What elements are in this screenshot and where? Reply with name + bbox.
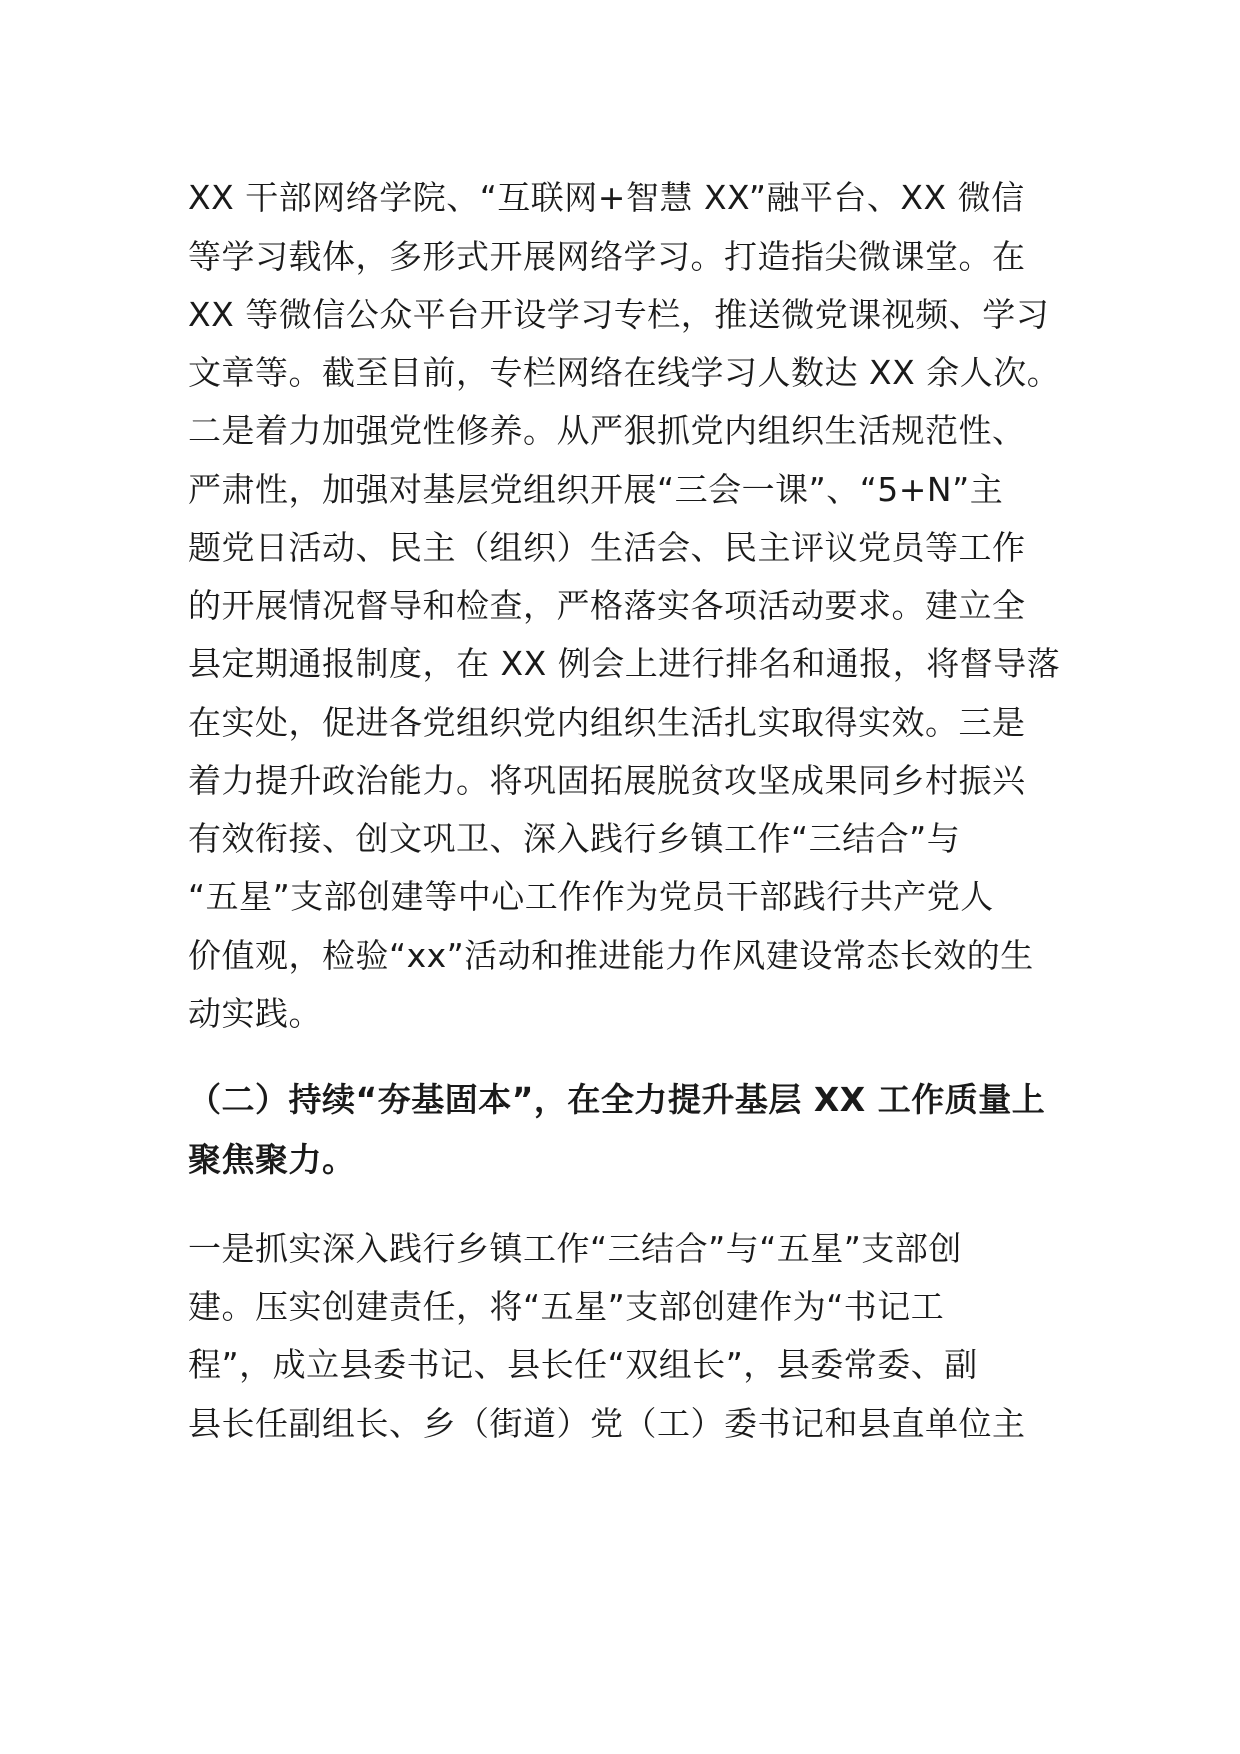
paragraph-line: 着力提升政治能力。将巩固拓展脱贫攻坚成果同乡村振兴 <box>188 761 1026 800</box>
paragraph-line: 二是着力加强党性修养。从严狠抓党内组织生活规范性、 <box>188 411 1026 450</box>
section-heading-line: （二）持续“夯基固本”，在全力提升基层 XX 工作质量上 <box>188 1080 1046 1119</box>
paragraph-line: 在实处，促进各党组织党内组织生活扎实取得实效。三是 <box>188 703 1026 742</box>
paragraph-line: 价值观，检验“xx”活动和推进能力作风建设常态长效的生 <box>188 936 1034 975</box>
paragraph-line: XX 等微信公众平台开设学习专栏，推送微党课视频、学习 <box>188 295 1050 334</box>
section-heading-line: 聚焦聚力。 <box>188 1140 356 1179</box>
paragraph-line: 县长任副组长、乡（街道）党（工）委书记和县直单位主 <box>188 1404 1026 1443</box>
paragraph-line: 程”，成立县委书记、县长任“双组长”，县委常委、副 <box>188 1345 978 1384</box>
paragraph-line: “五星”支部创建等中心工作作为党员干部践行共产党人 <box>188 877 994 916</box>
paragraph-line: 有效衔接、创文巩卫、深入践行乡镇工作“三结合”与 <box>188 819 961 858</box>
paragraph-line: XX 干部网络学院、“互联网+智慧 XX”融平台、XX 微信 <box>188 178 1025 217</box>
paragraph-line: 文章等。截至目前，专栏网络在线学习人数达 XX 余人次。 <box>188 353 1061 392</box>
paragraph-line: 一是抓实深入践行乡镇工作“三结合”与“五星”支部创 <box>188 1229 962 1268</box>
paragraph-line: 建。压实创建责任，将“五星”支部创建作为“书记工 <box>188 1287 945 1326</box>
paragraph-line: 题党日活动、民主（组织）生活会、民主评议党员等工作 <box>188 528 1026 567</box>
paragraph-line: 动实践。 <box>188 994 322 1033</box>
paragraph-line: 县定期通报制度，在 XX 例会上进行排名和通报，将督导落 <box>188 644 1061 683</box>
paragraph-line: 等学习载体，多形式开展网络学习。打造指尖微课堂。在 <box>188 237 1026 276</box>
paragraph-line: 的开展情况督导和检查，严格落实各项活动要求。建立全 <box>188 586 1026 625</box>
paragraph-line: 严肃性，加强对基层党组织开展“三会一课”、“5+N”主 <box>188 470 1004 509</box>
